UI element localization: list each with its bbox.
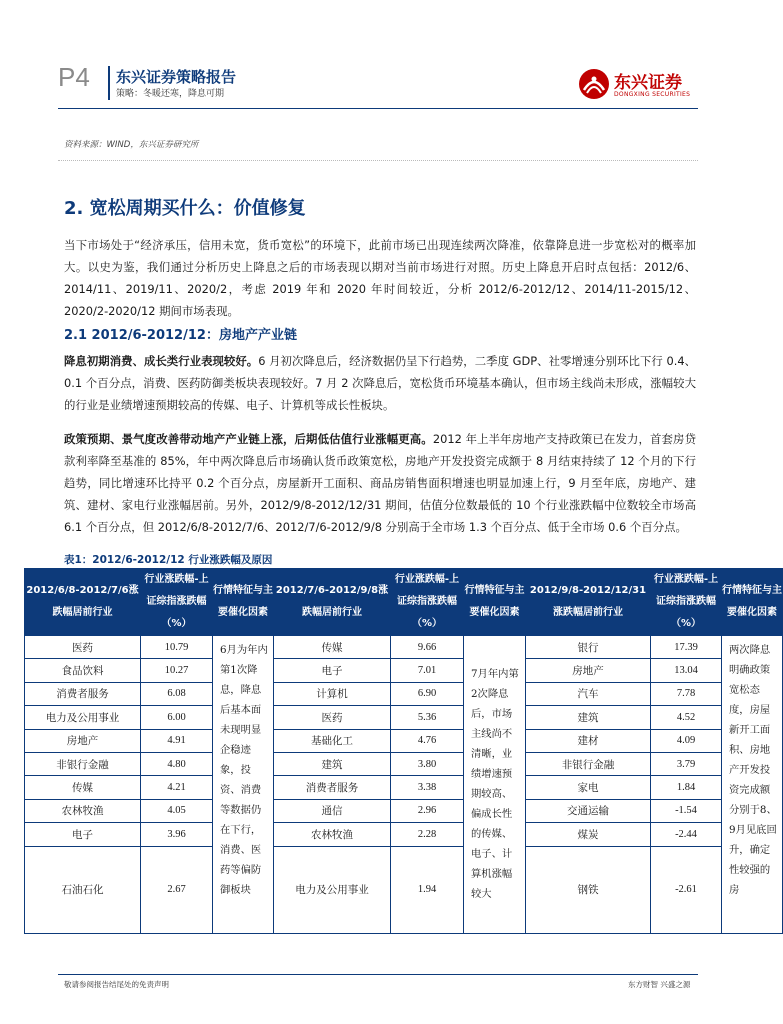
industry-performance-table <box>24 568 783 934</box>
table-row <box>25 823 783 846</box>
cell-p1-industry: 石油石化 <box>25 846 141 933</box>
cell-p2-factor: 7月年内第2次降息后，市场主线尚不清晰，业绩增速预期较高、偏成长性的传媒、电子、计算机涨幅较大 <box>464 636 526 934</box>
page-number: P4 <box>58 62 90 92</box>
cell-p3-change: 4.09 <box>651 729 722 752</box>
dotted-separator <box>58 160 698 162</box>
footer-slogan: 东方财智 兴盛之源 <box>628 980 691 989</box>
subsection-title: 2.1 2012/6-2012/12：房地产产业链 <box>64 328 297 343</box>
cell-p3-change: 13.04 <box>651 659 722 682</box>
footer-rule <box>58 974 698 975</box>
cell-p2-industry: 传媒 <box>274 636 391 659</box>
table-header-row <box>25 569 783 636</box>
paragraph-2 <box>64 428 696 538</box>
cell-p1-change: 3.96 <box>141 823 213 846</box>
company-logo <box>578 64 698 104</box>
cell-p3-industry: 房地产 <box>526 659 651 682</box>
cell-p2-industry: 农林牧渔 <box>274 823 391 846</box>
cell-p1-industry: 医药 <box>25 636 141 659</box>
cell-p3-industry: 钢铁 <box>526 846 651 933</box>
cell-p2-change: 7.01 <box>391 659 464 682</box>
report-title: 东兴证券策略报告 <box>116 68 237 86</box>
cell-p3-change: 17.39 <box>651 636 722 659</box>
cell-p1-industry: 电力及公用事业 <box>25 706 141 729</box>
paragraph-2-lead: 政策预期、景气度改善带动地产产业链上涨，后期低估值行业涨幅更高。 <box>64 432 433 446</box>
logo-text-cn: 东兴证券 <box>614 73 682 93</box>
header-p1-factor: 行情特征与主要催化因素 <box>213 569 274 636</box>
paragraph-1-body: 6 月初次降息后，经济数据仍呈下行趋势，二季度 GDP、社零增速分别环比下行 0.4、0.1 个百分点，消费、医药防御类板块表现较好。7 月 2 次降息后，宽松货币环境基本确认，但市场主线尚未形成，涨幅较大的行业是业绩增速预期较高的传媒、电子、计算机等成长性板块。 <box>64 354 696 412</box>
report-header <box>0 0 755 120</box>
cell-p3-industry: 煤炭 <box>526 823 651 846</box>
cell-p1-change: 10.79 <box>141 636 213 659</box>
cell-p2-change: 6.90 <box>391 682 464 705</box>
source-note: 资料来源：WIND，东兴证券研究所 <box>64 140 199 150</box>
cell-p2-industry: 电力及公用事业 <box>274 846 391 933</box>
report-subtitle: 策略：冬暖还寒，降息可期 <box>116 89 225 99</box>
table-row <box>25 799 783 822</box>
paragraph-1-lead: 降息初期消费、成长类行业表现较好。 <box>64 354 259 368</box>
cell-p3-change: 3.79 <box>651 752 722 775</box>
cell-p1-industry: 电子 <box>25 823 141 846</box>
cell-p2-industry: 计算机 <box>274 682 391 705</box>
header-p2-change: 行业涨跌幅-上证综指涨跌幅（%） <box>391 569 464 636</box>
cell-p1-change: 4.80 <box>141 752 213 775</box>
cell-p3-change: -2.44 <box>651 823 722 846</box>
cell-p3-factor: 两次降息明确政策宽松态度，房屋新开工面积、房地产开发投资完成额分别于8、9月见底回升，确定性较强的房 <box>722 636 783 934</box>
section-title: 2. 宽松周期买什么：价值修复 <box>64 198 306 219</box>
cell-p2-change: 3.38 <box>391 776 464 799</box>
cell-p3-industry: 非银行金融 <box>526 752 651 775</box>
cell-p2-industry: 通信 <box>274 799 391 822</box>
cell-p3-industry: 银行 <box>526 636 651 659</box>
cell-p1-change: 6.08 <box>141 682 213 705</box>
cell-p2-change: 1.94 <box>391 846 464 933</box>
table-row <box>25 729 783 752</box>
cell-p3-industry: 家电 <box>526 776 651 799</box>
paragraph-1 <box>64 350 696 416</box>
section-intro: 当下市场处于“经济承压，信用未宽，货币宽松”的环境下，此前市场已出现连续两次降准，依靠降息进一步宽松对的概率加大。以史为鉴，我们通过分析历史上降息之后的市场表现以期对当前市场进行对照。历史上降息开启时点包括：2012/6、2014/11、2019/11、2020/2，考虑 2019 年和 2020 年时间较近，分析 2012/6-2012/12、2014/11-2015/12、2020/2-2020/12 期间市场表现。 <box>64 238 696 318</box>
cell-p1-change: 6.00 <box>141 706 213 729</box>
cell-p2-industry: 电子 <box>274 659 391 682</box>
cell-p2-industry: 建筑 <box>274 752 391 775</box>
header-p2-industry: 2012/7/6-2012/9/8涨跌幅居前行业 <box>274 569 391 636</box>
logo-emblem-icon <box>578 68 610 100</box>
table-row <box>25 636 783 659</box>
cell-p1-change: 4.21 <box>141 776 213 799</box>
table-row <box>25 846 783 933</box>
header-p1-industry: 2012/6/8-2012/7/6涨跌幅居前行业 <box>25 569 141 636</box>
cell-p2-change: 2.96 <box>391 799 464 822</box>
logo-text-en: DONGXING SECURITIES <box>614 91 691 98</box>
cell-p3-industry: 汽车 <box>526 682 651 705</box>
cell-p1-change: 2.67 <box>141 846 213 933</box>
cell-p2-change: 2.28 <box>391 823 464 846</box>
cell-p1-industry: 农林牧渔 <box>25 799 141 822</box>
table-row <box>25 706 783 729</box>
cell-p2-change: 5.36 <box>391 706 464 729</box>
cell-p3-change: -1.54 <box>651 799 722 822</box>
cell-p1-change: 4.91 <box>141 729 213 752</box>
cell-p2-industry: 消费者服务 <box>274 776 391 799</box>
header-p3-factor: 行情特征与主要催化因素 <box>722 569 783 636</box>
cell-p2-industry: 医药 <box>274 706 391 729</box>
cell-p1-industry: 房地产 <box>25 729 141 752</box>
table-row <box>25 776 783 799</box>
header-rule <box>58 108 698 109</box>
header-divider <box>108 66 110 100</box>
table-row <box>25 659 783 682</box>
cell-p1-change: 10.27 <box>141 659 213 682</box>
cell-p1-industry: 食品饮料 <box>25 659 141 682</box>
cell-p3-change: 7.78 <box>651 682 722 705</box>
cell-p1-industry: 消费者服务 <box>25 682 141 705</box>
table-row <box>25 682 783 705</box>
footer-disclaimer: 敬请参阅报告结尾处的免责声明 <box>64 980 169 989</box>
table-row <box>25 752 783 775</box>
cell-p3-industry: 交通运输 <box>526 799 651 822</box>
cell-p2-change: 9.66 <box>391 636 464 659</box>
cell-p1-industry: 非银行金融 <box>25 752 141 775</box>
header-p2-factor: 行情特征与主要催化因素 <box>464 569 526 636</box>
header-p3-industry: 2012/9/8-2012/12/31涨跌幅居前行业 <box>526 569 651 636</box>
cell-p3-change: 4.52 <box>651 706 722 729</box>
cell-p1-factor: 6月为年内第1次降息，降息后基本面未现明显企稳迹象，投资、消费等数据仍在下行，消费、医药等偏防御板块 <box>213 636 274 934</box>
cell-p3-change: 1.84 <box>651 776 722 799</box>
cell-p2-change: 4.76 <box>391 729 464 752</box>
cell-p3-industry: 建筑 <box>526 706 651 729</box>
paragraph-2-body: 2012 年上半年房地产支持政策已在发力，首套房贷款利率降至基准的 85%，年中两次降息后市场确认货币政策宽松，房地产开发投资完成额于 8 月结束持续了 12 个月的下行趋势，同比增速环比持平 0.2 个百分点，房屋新开工面积、商品房销售面积增速也明显加速上行，9 月至年底，房地产、建筑、建材、家电行业涨幅居前。另外，2012/9/8-2012/12/31 期间，估值分位数最低的 10 个行业涨跌幅中位数较全市场高 6.1 个百分点，但 2012/6/8-2012/7/6、2012/7/6-2012/9/8 分别高于全市场 1.3 个百分点、低于全市场 0.6 个百分点。 <box>64 432 696 534</box>
cell-p1-industry: 传媒 <box>25 776 141 799</box>
cell-p3-industry: 建材 <box>526 729 651 752</box>
cell-p2-change: 3.80 <box>391 752 464 775</box>
cell-p1-change: 4.05 <box>141 799 213 822</box>
cell-p2-industry: 基础化工 <box>274 729 391 752</box>
header-p3-change: 行业涨跌幅-上证综指涨跌幅（%） <box>651 569 722 636</box>
table-caption: 表1：2012/6-2012/12 行业涨跌幅及原因 <box>64 554 273 566</box>
header-p1-change: 行业涨跌幅-上证综指涨跌幅（%） <box>141 569 213 636</box>
cell-p3-change: -2.61 <box>651 846 722 933</box>
